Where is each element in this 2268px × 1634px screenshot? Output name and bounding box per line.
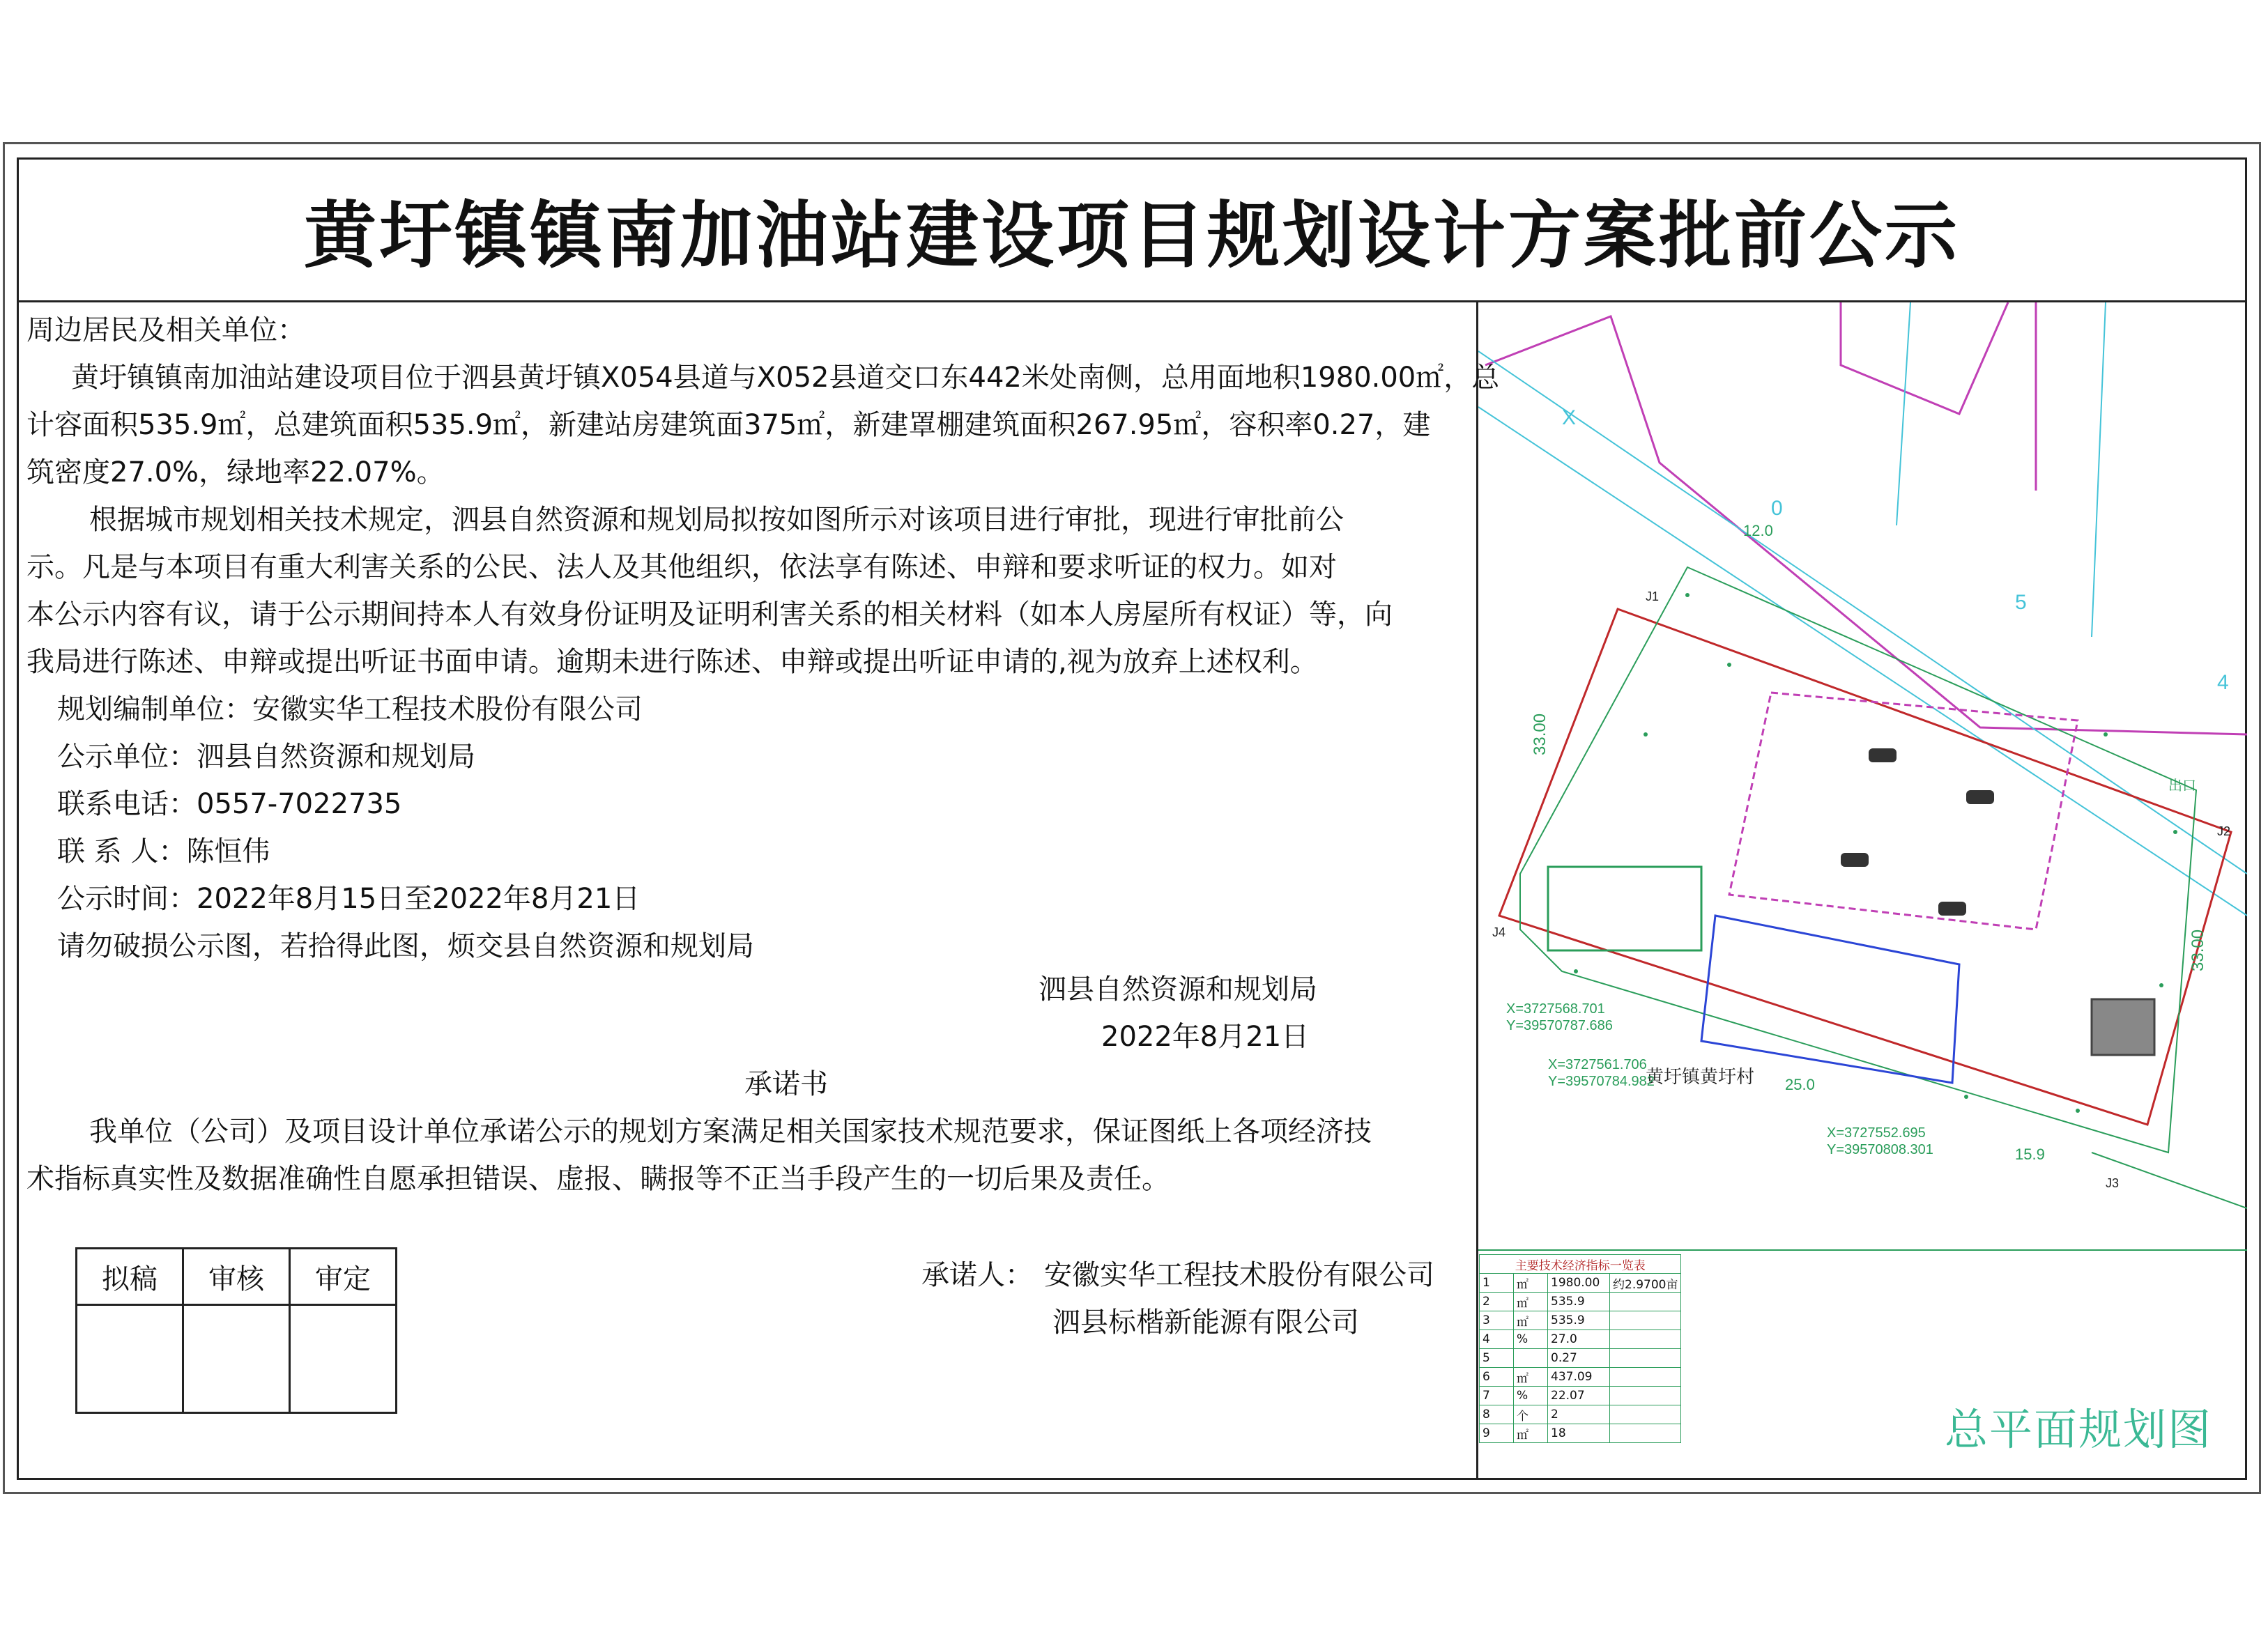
plan-title: 总平面规划图	[1945, 1404, 2213, 1455]
sign-date: 2022年8月21日	[1101, 1021, 1310, 1053]
coord1-x: X=3727568.701	[1506, 1001, 1605, 1017]
indicator-unit: ㎡	[1514, 1274, 1548, 1293]
pledge-heading: 承诺书	[744, 1068, 828, 1100]
contact-line: 联 系 人：陈恒伟	[57, 835, 270, 868]
corner-j4: J4	[1492, 925, 1506, 939]
indicator-value: 1980.00	[1548, 1274, 1610, 1293]
road-edge-4	[2092, 302, 2106, 637]
indicator-value: 18	[1548, 1424, 1610, 1443]
dim-33-right: 33.00	[2189, 929, 2207, 971]
indicator-row	[1480, 1330, 1681, 1349]
warning-line: 请勿破损公示图，若拾得此图，烦交县自然资源和规划局	[57, 930, 754, 962]
coord1-y: Y=39570787.686	[1506, 1018, 1613, 1033]
road-label-5: 5	[2015, 591, 2027, 614]
page-title: 黄圩镇镇南加油站建设项目规划设计方案批前公示	[303, 192, 1960, 278]
road-edge-2	[1478, 407, 2247, 916]
approval-table	[75, 1247, 397, 1414]
para1-line3: 筑密度27.0%，绿地率22.07%。	[26, 456, 445, 488]
indicator-no: 4	[1480, 1330, 1514, 1349]
promisor-label: 承诺人：	[921, 1259, 1033, 1291]
pledge-line2: 术指标真实性及数据准确性自愿承担错误、虚报、瞒报等不正当手段产生的一切后果及责任。	[26, 1163, 1170, 1195]
indicator-no: 3	[1480, 1311, 1514, 1330]
indicator-note: 约2.9700亩	[1610, 1274, 1681, 1293]
parcel-line-magenta	[1841, 302, 2008, 414]
phone-line: 联系电话：0557-7022735	[57, 788, 402, 820]
cell-review	[183, 1305, 290, 1413]
coord2-y: Y=39570784.982	[1548, 1074, 1655, 1089]
indicator-table	[1479, 1254, 1681, 1443]
para1-line2: 计容面积535.9㎡，总建筑面积535.9㎡，新建站房建筑面375㎡，新建罩棚建筑面积267.95㎡，容积率0.27，建	[26, 409, 1431, 441]
designer-line: 规划编制单位：安徽实华工程技术股份有限公司	[57, 693, 643, 725]
indicator-row	[1480, 1274, 1681, 1293]
para2-line1: 根据城市规划相关技术规定，泗县自然资源和规划局拟按如图所示对该项目进行审批，现进行审批前公	[89, 504, 1344, 536]
dim-159: 15.9	[2015, 1146, 2045, 1163]
road-label-0: 0	[1771, 497, 1783, 520]
utility-block	[2092, 999, 2154, 1055]
indicator-no: 6	[1480, 1368, 1514, 1387]
header-approve: 审定	[290, 1249, 397, 1305]
indicator-row	[1480, 1424, 1681, 1443]
indicator-unit: ㎡	[1514, 1311, 1548, 1330]
coord3-x: X=3727552.695	[1827, 1125, 1926, 1141]
indicator-row	[1480, 1311, 1681, 1330]
indicator-row	[1480, 1387, 1681, 1405]
cell-draft	[77, 1305, 183, 1413]
dim-12: 12.0	[1743, 522, 1773, 539]
indicator-unit: ㎡	[1514, 1293, 1548, 1311]
indicator-unit: %	[1514, 1330, 1548, 1349]
indicator-no: 7	[1480, 1387, 1514, 1405]
dim-25: 25.0	[1785, 1076, 1815, 1093]
dim-33-left: 33.00	[1531, 713, 1549, 755]
indicator-unit	[1514, 1349, 1548, 1368]
car-icon-4	[1938, 902, 1966, 916]
indicator-note	[1610, 1387, 1681, 1405]
indicator-note	[1610, 1349, 1681, 1368]
indicator-unit: %	[1514, 1387, 1548, 1405]
indicator-row	[1480, 1368, 1681, 1387]
period-line: 公示时间：2022年8月15日至2022年8月21日	[57, 883, 641, 915]
car-icon-2	[1966, 790, 1994, 804]
car-icon-1	[1869, 748, 1897, 762]
indicator-row	[1480, 1405, 1681, 1424]
station-building	[1701, 916, 1959, 1083]
indicator-note	[1610, 1405, 1681, 1424]
indicator-row	[1480, 1293, 1681, 1311]
village-label: 黄圩镇黄圩村	[1646, 1066, 1755, 1087]
cell-approve	[290, 1305, 397, 1413]
road-edge-3	[1897, 302, 1910, 525]
indicator-value: 2	[1548, 1405, 1610, 1424]
road-label-x: X	[1562, 406, 1577, 429]
indicator-value: 22.07	[1548, 1387, 1610, 1405]
indicator-no: 1	[1480, 1274, 1514, 1293]
indicator-caption: 主要技术经济指标一览表	[1480, 1255, 1681, 1274]
indicator-unit: ㎡	[1514, 1424, 1548, 1443]
indicator-value: 437.09	[1548, 1368, 1610, 1387]
indicator-no: 8	[1480, 1405, 1514, 1424]
indicator-no: 2	[1480, 1293, 1514, 1311]
indicator-value: 27.0	[1548, 1330, 1610, 1349]
para2-line4: 我局进行陈述、申辩或提出听证书面申请。逾期未进行陈述、申辩或提出听证申请的,视为放弃上述权利。	[26, 646, 1318, 678]
promisor-1: 安徽实华工程技术股份有限公司	[1044, 1259, 1434, 1291]
para2-line3: 本公示内容有议，请于公示期间持本人有效身份证明及证明利害关系的相关材料（如本人房屋所有权证）等，向	[26, 599, 1393, 631]
corner-j1: J1	[1646, 589, 1660, 603]
car-icon-3	[1841, 853, 1869, 867]
title-row	[17, 157, 2247, 302]
promisor-2: 泗县标楷新能源有限公司	[1052, 1307, 1359, 1339]
indicator-value: 535.9	[1548, 1311, 1610, 1330]
para1-line1: 黄圩镇镇南加油站建设项目位于泗县黄圩镇X054县道与X052县道交口东442米处南侧，总用面地积1980.00㎡，总	[71, 362, 1500, 394]
sign-org: 泗县自然资源和规划局	[1039, 973, 1317, 1005]
indicator-note	[1610, 1424, 1681, 1443]
publisher-line: 公示单位：泗县自然资源和规划局	[57, 741, 475, 773]
header-review: 审核	[183, 1249, 290, 1305]
indicator-no: 5	[1480, 1349, 1514, 1368]
exit-label: 出口	[2168, 778, 2196, 794]
indicator-no: 9	[1480, 1424, 1514, 1443]
indicator-value: 535.9	[1548, 1293, 1610, 1311]
salutation: 周边居民及相关单位：	[26, 314, 305, 346]
header-draft: 拟稿	[77, 1249, 183, 1305]
road-label-4: 4	[2217, 671, 2229, 694]
para2-line2: 示。凡是与本项目有重大利害关系的公民、法人及其他组织，依法享有陈述、申辩和要求听证的权力。如对	[26, 551, 1337, 583]
indicator-row	[1480, 1349, 1681, 1368]
corner-j3: J3	[2106, 1176, 2120, 1190]
indicator-note	[1610, 1368, 1681, 1387]
boundary-line-magenta	[1485, 316, 2247, 734]
indicator-note	[1610, 1293, 1681, 1311]
indicator-note	[1610, 1311, 1681, 1330]
indicator-unit: 个	[1514, 1405, 1548, 1424]
coord2-x: X=3727561.706	[1548, 1057, 1647, 1072]
corner-j2: J2	[2217, 824, 2231, 838]
indicator-note	[1610, 1330, 1681, 1349]
pledge-line1: 我单位（公司）及项目设计单位承诺公示的规划方案满足相关国家技术规范要求，保证图纸上各项经济技	[89, 1116, 1372, 1148]
indicator-value: 0.27	[1548, 1349, 1610, 1368]
coord3-y: Y=39570808.301	[1827, 1142, 1933, 1157]
indicator-unit: ㎡	[1514, 1368, 1548, 1387]
indicator-rows	[1480, 1274, 1681, 1443]
